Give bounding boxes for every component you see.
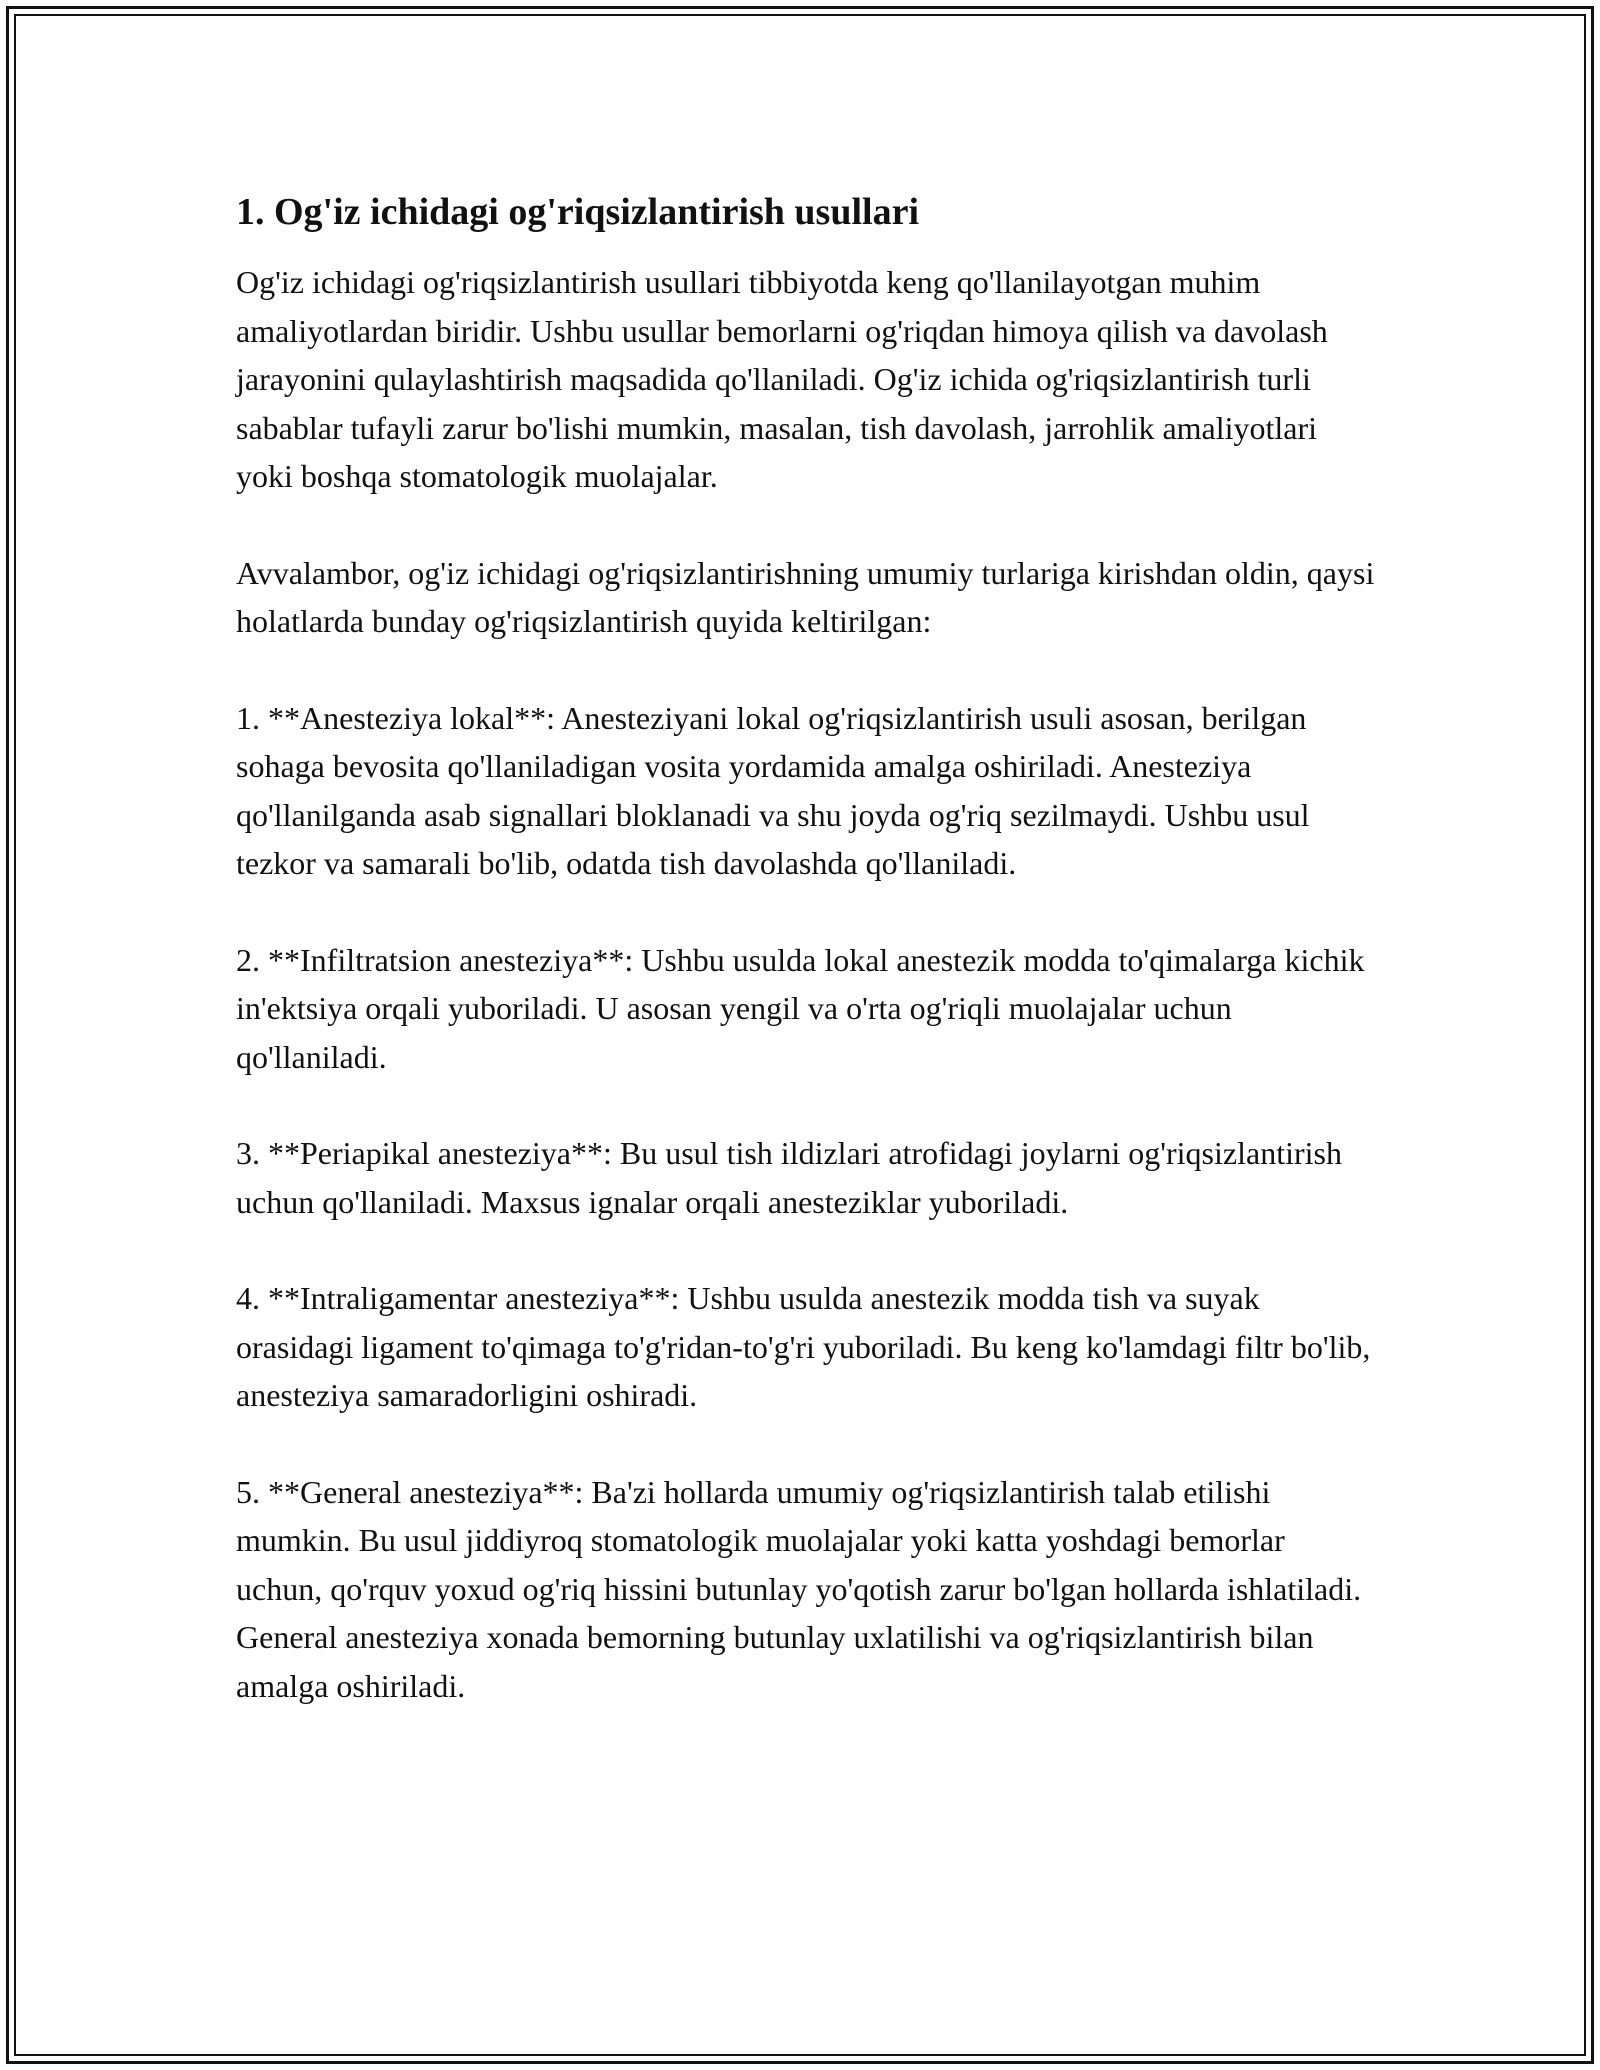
list-item-infiltration-anesthesia: 2. **Infiltratsion anesteziya**: Ushbu usulda lokal anestezik modda to'qimalarga kichik in'ektsiya orqali yuboriladi. U asosan yengil va o'rta og'riqli muolajalar uchun qo'llaniladi. xyxy=(236,941,1365,1075)
lead-in-paragraph: Avvalambor, og'iz ichidagi og'riqsizlantirishning umumiy turlariga kirishdan oldin, qaysi holatlarda bunday og'riqsizlantirish quyida keltirilgan: xyxy=(236,554,1375,639)
section-heading: 1. Og'iz ichidagi og'riqsizlantirish usullari xyxy=(236,191,920,233)
list-item-general-anesthesia: 5. **General anesteziya**: Ba'zi hollarda umumiy og'riqsizlantirish talab etilishi mumkin. Bu usul jiddiyroq stomatologik muolajalar yoki katta yoshdagi bemorlar uchun, qo'rquv yoxud og'riq hissini butunlay yo'qotish zarur bo'lgan hollarda ishlatiladi. General anesteziya xonada bemorning butunlay uxlatilishi va og'riqsizlantirish bilan amalga oshiriladi. xyxy=(236,1473,1362,1704)
document-body xyxy=(236,186,1376,1758)
intro-paragraph: Og'iz ichidagi og'riqsizlantirish usullari tibbiyotda keng qo'llanilayotgan muhim amaliyotlardan biridir. Ushbu usullar bemorlarni og'riqdan himoya qilish va davolash jarayonini qulaylashtirish maqsadida qo'llaniladi. Og'iz ichida og'riqsizlantirish turli sabablar tufayli zarur bo'lishi mumkin, masalan, tish davolash, jarrohlik amaliyotlari yoki boshqa stomatologik muolajalar. xyxy=(236,264,1328,494)
list-item-local-anesthesia: 1. **Anesteziya lokal**: Anesteziyani lokal og'riqsizlantirish usuli asosan, berilgan sohaga bevosita qo'llaniladigan vosita yordamida amalga oshiriladi. Anesteziya qo'llanilganda asab signallari bloklanadi va shu joyda og'riq sezilmaydi. Ushbu usul tezkor va samarali bo'lib, odatda tish davolashda qo'llaniladi. xyxy=(236,699,1310,881)
list-item-periapical-anesthesia: 3. **Periapikal anesteziya**: Bu usul tish ildizlari atrofidagi joylarni og'riqsizlantirish uchun qo'llaniladi. Maxsus ignalar orqali anesteziklar yuboriladi. xyxy=(236,1135,1342,1220)
list-item-intraligamentary-anesthesia: 4. **Intraligamentar anesteziya**: Ushbu usulda anestezik modda tish va suyak orasidagi ligament to'qimaga to'g'ridan-to'g'ri yuboriladi. Bu keng ko'lamdagi filtr bo'lib, anesteziya samaradorligini oshiradi. xyxy=(236,1280,1371,1413)
